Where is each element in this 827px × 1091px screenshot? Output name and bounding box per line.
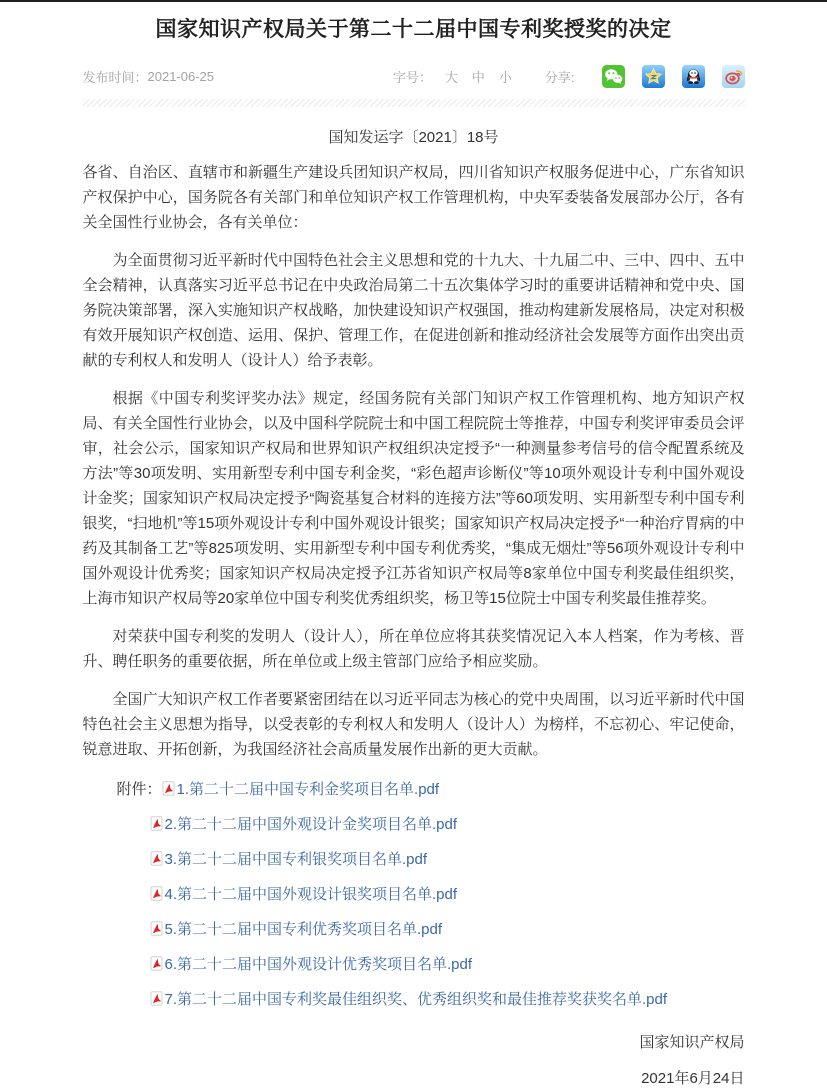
attachment-row [83, 883, 745, 906]
attachments-label: 附件： [116, 781, 162, 798]
attachment-link[interactable]: 6.第二十二届中国外观设计优秀奖项目名单.pdf [150, 956, 473, 973]
pdf-file-icon[interactable] [150, 991, 163, 1006]
hatched-divider [83, 99, 745, 107]
attachment-link[interactable]: 4.第二十二届中国外观设计银奖项目名单.pdf [150, 886, 458, 903]
font-size-label: 字号： [392, 69, 432, 85]
document-number: 国知发运字〔2021〕18号 [328, 129, 499, 146]
pdf-file-icon[interactable] [162, 781, 175, 796]
body-paragraph: 对荣获中国专利奖的发明人（设计人），所在单位应将其获奖情况记入本人档案，作为考核、晋升、聘任职务的重要依据，所在单位或上级主管部门应给予相应奖励。 [82, 628, 745, 670]
attachment-row [83, 813, 745, 836]
publish-time [83, 67, 215, 86]
weibo-share-icon[interactable] [722, 65, 745, 88]
font-size-large[interactable]: 大 [444, 69, 458, 85]
publish-time-label: 发布时间： [82, 69, 148, 85]
body-paragraph: 全国广大知识产权工作者要紧密团结在以习近平同志为核心的党中央周围，以习近平新时代中国特色社会主义思想为指导，以受表彰的专利权人和发明人（设计人）为榜样，不忘初心、牢记使命，锐意进取、开拓创新，为我国经济社会高质量发展作出新的更大贡献。 [82, 691, 745, 758]
pdf-file-icon[interactable] [150, 921, 163, 936]
sign-date: 2021年6月24日 [641, 1070, 745, 1087]
document-page [83, 13, 745, 1091]
wechat-share-icon[interactable] [602, 65, 625, 88]
attachments-list [83, 778, 745, 1011]
attachment-link[interactable]: 1.第二十二届中国专利金奖项目名单.pdf [162, 781, 440, 798]
attachment-row [83, 953, 745, 976]
body-paragraph-salutation: 各省、自治区、直辖市和新疆生产建设兵团知识产权局，四川省知识产权服务促进中心，广东省知识产权保护中心，国务院各有关部门和单位知识产权工作管理机构，中央军委装备发展部办公厅，各有关全国性行业协会，各有关单位： [82, 164, 745, 231]
attachment-link[interactable]: 5.第二十二届中国专利优秀奖项目名单.pdf [150, 921, 443, 938]
document-footer [83, 1031, 745, 1091]
attachment-row [83, 988, 745, 1011]
pdf-file-icon[interactable] [150, 956, 163, 971]
attachment-link[interactable]: 3.第二十二届中国专利银奖项目名单.pdf [150, 851, 428, 868]
qzone-share-icon[interactable] [642, 65, 665, 88]
attachment-row [83, 848, 745, 871]
body-paragraph: 根据《中国专利奖评奖办法》规定，经国务院有关部门知识产权工作管理机构、地方知识产权局、有关全国性行业协会，以及中国科学院院士和中国工程院院士等推荐，中国专利奖评审委员会评审，社会公示，国家知识产权局和世界知识产权组织决定授予“一种测量参考信号的信令配置系统及方法”等30项发明、实用新型专利中国专利金奖，“彩色超声诊断仪”等10项外观设计专利中国外观设计金奖；国家知识产权局决定授予“陶瓷基复合材料的连接方法”等60项发明、实用新型专利中国专利银奖，“扫地机”等15项外观设计专利中国外观设计银奖；国家知识产权局决定授予“一种治疗胃病的中药及其制备工艺”等825项发明、实用新型专利中国专利优秀奖，“集成无烟灶”等56项外观设计专利中国外观设计优秀奖；国家知识产权局决定授予江苏省知识产权局等8家单位中国专利奖最佳组织奖，上海市知识产权局等20家单位中国专利奖优秀组织奖，杨卫等15位院士中国专利奖最佳推荐奖。 [82, 390, 745, 607]
publish-time-value: 2021-06-25 [147, 68, 215, 84]
meta-row [83, 64, 745, 88]
attachment-row [83, 778, 745, 801]
attachment-row [83, 918, 745, 941]
attachment-link[interactable]: 2.第二十二届中国外观设计金奖项目名单.pdf [150, 816, 458, 833]
pdf-file-icon[interactable] [150, 851, 163, 866]
body-paragraph: 为全面贯彻习近平新时代中国特色社会主义思想和党的十九大、十九届二中、三中、四中、五中全会精神，认真落实习近平总书记在中央政治局第二十五次集体学习时的重要讲话精神和党中央、国务院决策部署，深入实施知识产权战略，加快建设知识产权强国，推动构建新发展格局，决定对积极有效开展知识产权创造、运用、保护、管理工作，在促进创新和推动经济社会发展等方面作出突出贡献的专利权人和发明人（设计人）给予表彰。 [82, 252, 745, 369]
signer-name: 国家知识产权局 [639, 1034, 745, 1051]
pdf-file-icon[interactable] [150, 886, 163, 901]
font-size-small[interactable]: 小 [498, 69, 512, 85]
attachment-link[interactable]: 7.第二十二届中国专利奖最佳组织奖、优秀组织奖和最佳推荐奖获奖名单.pdf [150, 991, 668, 1008]
share-label: 分享: [544, 69, 575, 85]
article-body [83, 160, 745, 762]
qq-share-icon[interactable] [682, 65, 705, 88]
font-size-medium[interactable]: 中 [471, 69, 485, 85]
page-title: 国家知识产权局关于第二十二届中国专利奖授奖的决定 [155, 18, 672, 41]
pdf-file-icon[interactable] [150, 816, 163, 831]
